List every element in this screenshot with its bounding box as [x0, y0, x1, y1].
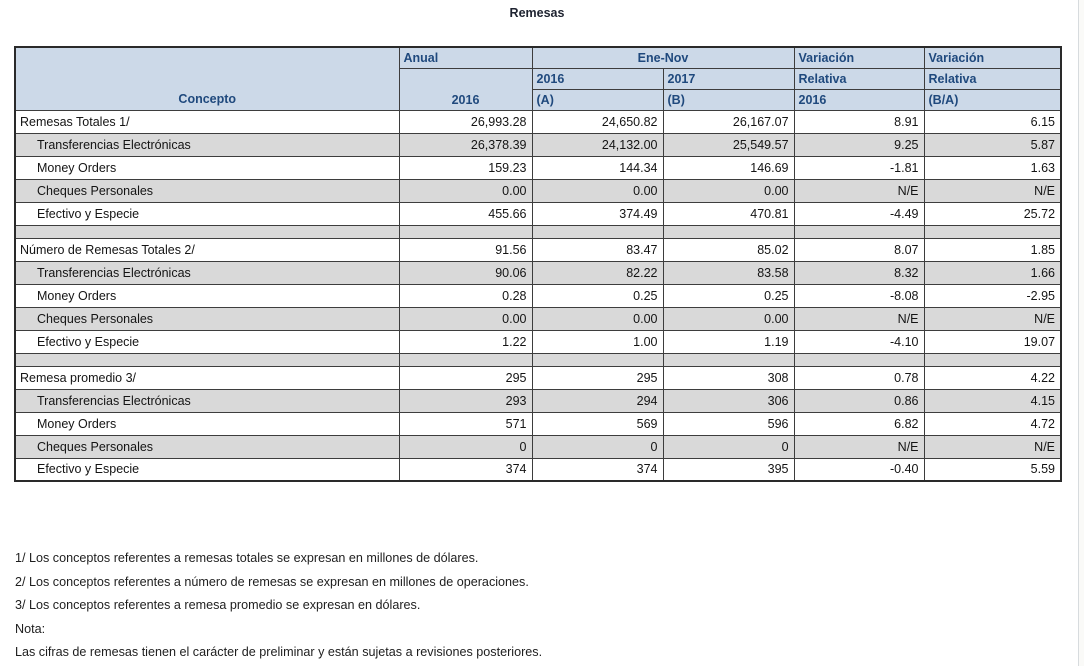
cell-enenov-2016: 569 [532, 412, 663, 435]
table-row [15, 202, 1061, 225]
cell-var-ba: 1.85 [924, 238, 1061, 261]
cell-enenov-2016: 374 [532, 458, 663, 481]
cell-enenov-2017: 308 [663, 366, 794, 389]
cell-var-2016: 8.32 [794, 261, 924, 284]
cell-enenov-2017: 470.81 [663, 202, 794, 225]
header-concepto: Concepto [15, 47, 399, 110]
cell-var-ba: 1.63 [924, 156, 1061, 179]
header-anual-year: 2016 [399, 68, 532, 110]
header-col-a: (A) [532, 89, 663, 110]
cell-var-2016: 6.82 [794, 412, 924, 435]
page-edge [1078, 0, 1084, 666]
footnote-3: 3/ Los conceptos referentes a remesa promedio se expresan en dólares. [15, 598, 421, 612]
cell-var-ba: 4.22 [924, 366, 1061, 389]
row-label: Efectivo y Especie [15, 330, 399, 353]
cell-enenov-2016: 0.25 [532, 284, 663, 307]
separator-cell [15, 353, 399, 366]
footnote-2: 2/ Los conceptos referentes a número de remesas se expresan en millones de operaciones. [15, 574, 529, 589]
cell-enenov-2016: 374.49 [532, 202, 663, 225]
cell-var-2016: 8.91 [794, 110, 924, 133]
row-label: Efectivo y Especie [15, 202, 399, 225]
header-enenov-2017: 2017 [663, 68, 794, 89]
header-col-ba: (B/A) [924, 89, 1061, 110]
row-label: Remesa promedio 3/ [15, 366, 399, 389]
cell-enenov-2017: 83.58 [663, 261, 794, 284]
table-row [15, 435, 1061, 458]
row-label: Transferencias Electrónicas [15, 389, 399, 412]
cell-var-2016: 9.25 [794, 133, 924, 156]
cell-enenov-2016: 82.22 [532, 261, 663, 284]
cell-var-ba: N/E [924, 435, 1061, 458]
separator-cell [15, 225, 399, 238]
cell-enenov-2016: 0.00 [532, 307, 663, 330]
header-relativa-2: Relativa [924, 68, 1061, 89]
table-row [15, 133, 1061, 156]
cell-anual: 159.23 [399, 156, 532, 179]
cell-anual: 455.66 [399, 202, 532, 225]
separator-cell [399, 225, 532, 238]
cell-enenov-2017: 26,167.07 [663, 110, 794, 133]
separator-cell [663, 225, 794, 238]
separator-cell [924, 225, 1061, 238]
separator-cell [399, 353, 532, 366]
cell-anual: 0 [399, 435, 532, 458]
header-row-1 [15, 47, 1061, 68]
table-row [15, 330, 1061, 353]
cell-var-2016: 0.86 [794, 389, 924, 412]
separator-cell [794, 353, 924, 366]
separator-cell [663, 353, 794, 366]
separator-cell [924, 353, 1061, 366]
cell-var-2016: N/E [794, 307, 924, 330]
cell-var-ba: 4.72 [924, 412, 1061, 435]
cell-enenov-2017: 0.00 [663, 307, 794, 330]
row-label: Money Orders [15, 284, 399, 307]
cell-var-2016: N/E [794, 179, 924, 202]
cell-anual: 571 [399, 412, 532, 435]
remesas-table [14, 46, 1062, 482]
cell-var-ba: 1.66 [924, 261, 1061, 284]
cell-anual: 293 [399, 389, 532, 412]
cell-anual: 91.56 [399, 238, 532, 261]
header-anual: Anual [399, 47, 532, 68]
cell-var-ba: N/E [924, 179, 1061, 202]
row-label: Cheques Personales [15, 435, 399, 458]
cell-enenov-2017: 0 [663, 435, 794, 458]
cell-var-2016: N/E [794, 435, 924, 458]
cell-anual: 26,993.28 [399, 110, 532, 133]
cell-enenov-2017: 85.02 [663, 238, 794, 261]
row-label: Money Orders [15, 412, 399, 435]
row-label: Money Orders [15, 156, 399, 179]
cell-var-ba: 5.59 [924, 458, 1061, 481]
separator-cell [532, 353, 663, 366]
cell-var-2016: -1.81 [794, 156, 924, 179]
row-label: Cheques Personales [15, 307, 399, 330]
row-label: Transferencias Electrónicas [15, 133, 399, 156]
table-row [15, 284, 1061, 307]
cell-enenov-2016: 83.47 [532, 238, 663, 261]
cell-var-ba: N/E [924, 307, 1061, 330]
table-row [15, 261, 1061, 284]
cell-enenov-2016: 24,650.82 [532, 110, 663, 133]
cell-enenov-2017: 306 [663, 389, 794, 412]
cell-var-2016: -0.40 [794, 458, 924, 481]
table-row [15, 458, 1061, 481]
cell-anual: 374 [399, 458, 532, 481]
row-label: Efectivo y Especie [15, 458, 399, 481]
table-row [15, 156, 1061, 179]
cell-var-ba: 5.87 [924, 133, 1061, 156]
footnote-1: 1/ Los conceptos referentes a remesas totales se expresan en millones de dólares. [15, 551, 479, 565]
separator-row [15, 353, 1061, 366]
cell-anual: 0.28 [399, 284, 532, 307]
footnote-nota-label: Nota: [15, 621, 46, 636]
table-row [15, 238, 1061, 261]
cell-anual: 26,378.39 [399, 133, 532, 156]
header-variacion-1: Variación [794, 47, 924, 68]
table-body [15, 110, 1061, 481]
table-row [15, 110, 1061, 133]
table-row [15, 389, 1061, 412]
row-label: Remesas Totales 1/ [15, 110, 399, 133]
table-header [15, 47, 1061, 110]
cell-anual: 295 [399, 366, 532, 389]
row-label: Cheques Personales [15, 179, 399, 202]
cell-var-2016: -4.49 [794, 202, 924, 225]
page-title: Remesas [509, 6, 565, 20]
row-label: Número de Remesas Totales 2/ [15, 238, 399, 261]
cell-enenov-2016: 294 [532, 389, 663, 412]
separator-row [15, 225, 1061, 238]
header-enenov-2016: 2016 [532, 68, 663, 89]
header-relativa-1: Relativa [794, 68, 924, 89]
cell-var-ba: 4.15 [924, 389, 1061, 412]
footnotes [15, 547, 915, 665]
header-ene-nov: Ene-Nov [532, 47, 794, 68]
cell-enenov-2016: 144.34 [532, 156, 663, 179]
cell-var-2016: -4.10 [794, 330, 924, 353]
cell-var-ba: 25.72 [924, 202, 1061, 225]
row-label: Transferencias Electrónicas [15, 261, 399, 284]
cell-var-ba: 6.15 [924, 110, 1061, 133]
header-col-b: (B) [663, 89, 794, 110]
cell-enenov-2017: 1.19 [663, 330, 794, 353]
separator-cell [532, 225, 663, 238]
cell-anual: 0.00 [399, 307, 532, 330]
cell-var-2016: 0.78 [794, 366, 924, 389]
cell-anual: 0.00 [399, 179, 532, 202]
cell-anual: 1.22 [399, 330, 532, 353]
cell-enenov-2016: 0 [532, 435, 663, 458]
cell-var-2016: 8.07 [794, 238, 924, 261]
cell-enenov-2017: 0.25 [663, 284, 794, 307]
table-row [15, 366, 1061, 389]
cell-enenov-2016: 0.00 [532, 179, 663, 202]
cell-var-2016: -8.08 [794, 284, 924, 307]
header-var-2016: 2016 [794, 89, 924, 110]
cell-anual: 90.06 [399, 261, 532, 284]
cell-enenov-2016: 24,132.00 [532, 133, 663, 156]
table-row [15, 179, 1061, 202]
footnote-nota-text: Las cifras de remesas tienen el carácter de preliminar y están sujetas a revisiones posteriores. [15, 645, 543, 659]
separator-cell [794, 225, 924, 238]
cell-enenov-2016: 295 [532, 366, 663, 389]
cell-enenov-2017: 395 [663, 458, 794, 481]
cell-enenov-2016: 1.00 [532, 330, 663, 353]
cell-var-ba: 19.07 [924, 330, 1061, 353]
cell-enenov-2017: 25,549.57 [663, 133, 794, 156]
table-row [15, 307, 1061, 330]
cell-enenov-2017: 596 [663, 412, 794, 435]
cell-var-ba: -2.95 [924, 284, 1061, 307]
cell-enenov-2017: 146.69 [663, 156, 794, 179]
header-variacion-2: Variación [924, 47, 1061, 68]
cell-enenov-2017: 0.00 [663, 179, 794, 202]
table-row [15, 412, 1061, 435]
